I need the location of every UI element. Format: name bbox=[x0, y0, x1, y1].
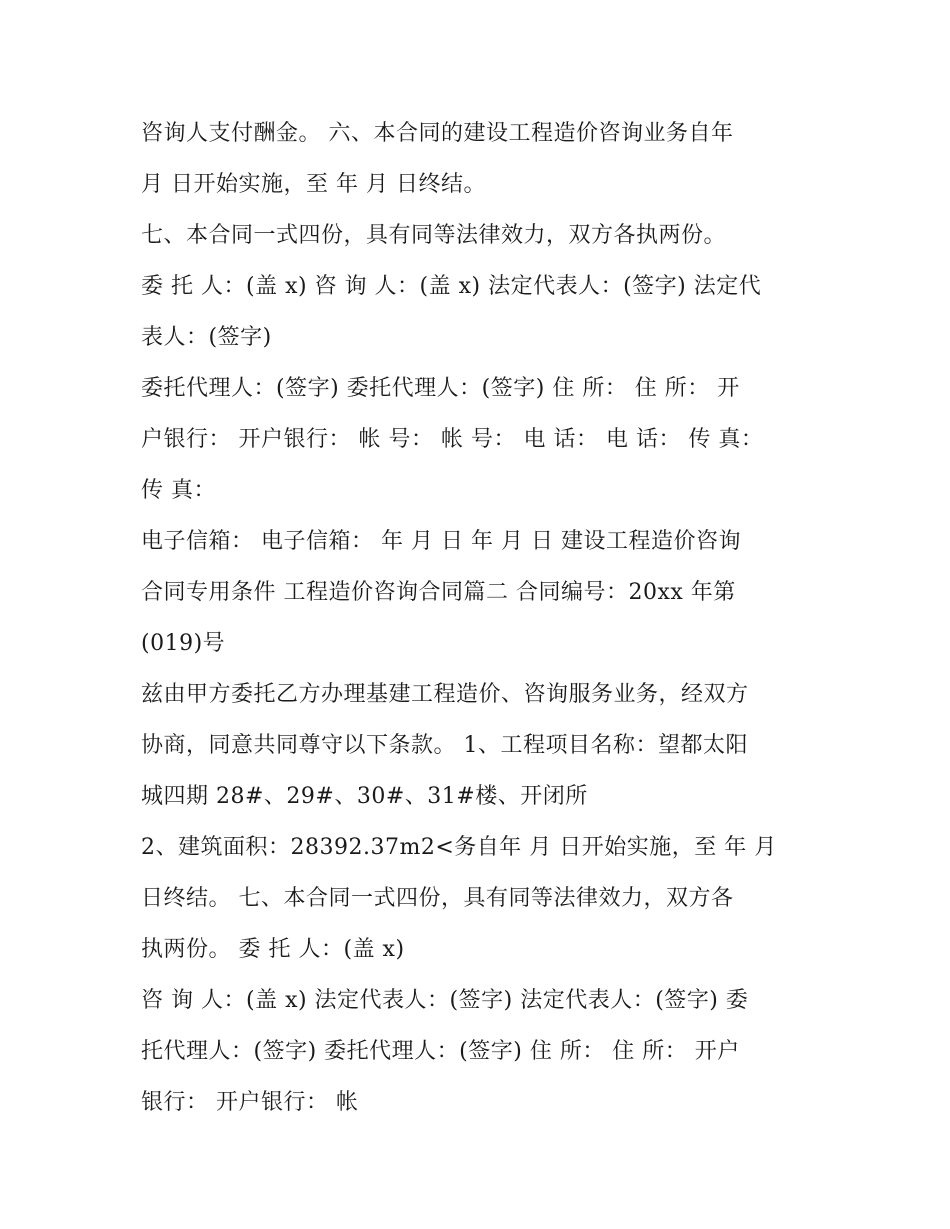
text-line: 城四期 28#、29#、30#、31#楼、开闭所 bbox=[141, 784, 588, 809]
text-line: (019)号 bbox=[141, 631, 226, 656]
text-line: 月 日开始实施，至 年 月 日终结。 bbox=[141, 172, 486, 197]
text-line: 银行： 开户银行： 帐 bbox=[141, 1090, 359, 1115]
text-line: 协商，同意共同尊守以下条款。 1、工程项目名称：望都太阳 bbox=[141, 733, 748, 758]
text-line: 2、建筑面积：28392.37m2<务自年 月 日开始实施，至 年 月 bbox=[141, 835, 777, 860]
text-line: 日终结。 七、本合同一式四份，具有同等法律效力，双方各 bbox=[141, 886, 734, 911]
text-line: 户银行： 开户银行： 帐 号： 帐 号： 电 话： 电 话： 传 真： bbox=[141, 427, 764, 452]
text-line: 咨询人支付酬金。 六、本合同的建设工程造价咨询业务自年 bbox=[141, 121, 734, 146]
text-line: 咨 询 人：(盖 x) 法定代表人：(签字) 法定代表人：(签字) 委 bbox=[141, 988, 749, 1013]
text-line: 七、本合同一式四份，具有同等法律效力，双方各执两份。 bbox=[141, 223, 727, 248]
text-line: 执两份。 委 托 人：(盖 x) bbox=[141, 937, 405, 962]
text-line: 表人：(签字) bbox=[141, 325, 272, 350]
document-body bbox=[141, 108, 821, 1128]
text-line: 托代理人：(签字) 委托代理人：(签字) 住 所： 住 所： 开户 bbox=[141, 1039, 740, 1064]
text-line: 委托代理人：(签字) 委托代理人：(签字) 住 所： 住 所： 开 bbox=[141, 376, 740, 401]
text-line: 电子信箱： 电子信箱： 年 月 日 年 月 日 建设工程造价咨询 bbox=[141, 529, 741, 554]
text-line: 兹由甲方委托乙方办理基建工程造价、咨询服务业务，经双方 bbox=[141, 682, 749, 707]
text-line: 委 托 人：(盖 x) 咨 询 人：(盖 x) 法定代表人：(签字) 法定代 bbox=[141, 274, 762, 299]
text-line: 传 真： bbox=[141, 478, 216, 503]
text-line: 合同专用条件 工程造价咨询合同篇二 合同编号：20xx 年第 bbox=[141, 580, 736, 605]
